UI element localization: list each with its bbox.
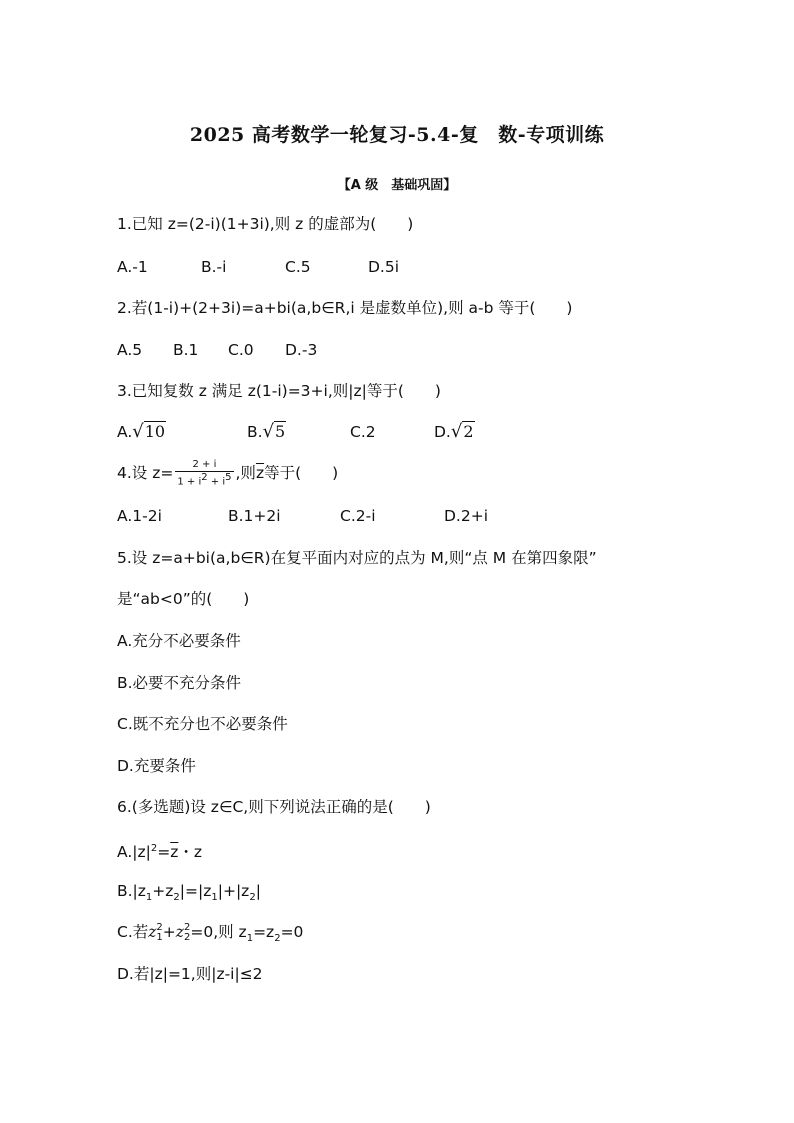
q4-option-a: A.1-2i xyxy=(117,507,162,525)
q1-option-c: C.5 xyxy=(285,258,311,276)
q4-option-b: B.1+2i xyxy=(228,507,281,525)
question-6-stem: 6.(多选题)设 z∈C,则下列说法正确的是( ) xyxy=(117,798,431,816)
q1-option-b: B.-i xyxy=(201,258,227,276)
q2-option-c: C.0 xyxy=(228,341,254,359)
q5-option-d: D.充要条件 xyxy=(117,757,196,775)
q6-option-b: $B.|z_1+z_2|=|z_1|+|z_2|$ xyxy=(117,882,261,904)
q4-option-d: D.2+i xyxy=(444,507,489,525)
q3-option-d: D.√2 xyxy=(434,421,474,442)
q5-option-c: C.既不充分也不必要条件 xyxy=(117,715,288,733)
question-3-stem: 3.已知复数 z 满足 z(1-i)=3+i,则|z|等于( ) xyxy=(117,382,441,400)
question-4-stem: 4.设 z= $\frac{2 + i}{1 + i^2 + i^5}$ ,则$\overline{z}$等于( ) xyxy=(117,459,339,488)
q6-option-c: C.若z 2 1 +z 2 2 =0,则 $z_1=z_2=0$ xyxy=(117,921,304,945)
question-5-stem-line1: 5.设 z=a+bi(a,b∈R)在复平面内对应的点为 M,则“点 M 在第四象限” xyxy=(117,549,597,567)
q1-option-a: A.-1 xyxy=(117,258,148,276)
q2-option-a: A.5 xyxy=(117,341,143,359)
question-2-options xyxy=(117,339,318,361)
q6-option-a: $A.|z|^2=\overline{z}$・z xyxy=(117,843,202,862)
question-1-stem: 1.已知 z=(2-i)(1+3i),则 z 的虚部为( ) xyxy=(117,215,414,233)
question-5-stem-line2: 是“ab<0”的( ) xyxy=(117,590,250,608)
q2-option-d: D.-3 xyxy=(285,341,318,359)
question-4-options xyxy=(117,505,489,527)
fraction: $\frac{2 + i}{1 + i^2 + i^5}$ xyxy=(177,459,232,488)
q3-option-c: C.2 xyxy=(350,423,376,441)
q1-option-d: D.5i xyxy=(368,258,400,276)
q3-option-a: A.√10 xyxy=(117,421,166,442)
page-title: 2025 高考数学一轮复习-5.4-复 数-专项训练 xyxy=(189,124,605,146)
sqrt-symbol: √10 xyxy=(132,421,166,442)
question-3-options xyxy=(117,421,474,443)
question-1-options xyxy=(117,256,400,278)
q5-option-b: B.必要不充分条件 xyxy=(117,674,242,692)
q2-option-b: B.1 xyxy=(173,341,199,359)
sqrt-symbol: √2 xyxy=(450,421,474,442)
q5-option-a: A.充分不必要条件 xyxy=(117,632,241,650)
question-2-stem: 2.若(1-i)+(2+3i)=a+bi(a,b∈R,i 是虚数单位),则 a-b 等于( ) xyxy=(117,299,573,317)
q3-option-b: B.√5 xyxy=(247,421,286,442)
q6-option-d: D.若|z|=1,则|z-i|≤2 xyxy=(117,965,263,983)
q4-option-c: C.2-i xyxy=(340,507,376,525)
sqrt-symbol: √5 xyxy=(262,421,286,442)
section-heading: 【A 级 基础巩固】 xyxy=(337,178,457,193)
